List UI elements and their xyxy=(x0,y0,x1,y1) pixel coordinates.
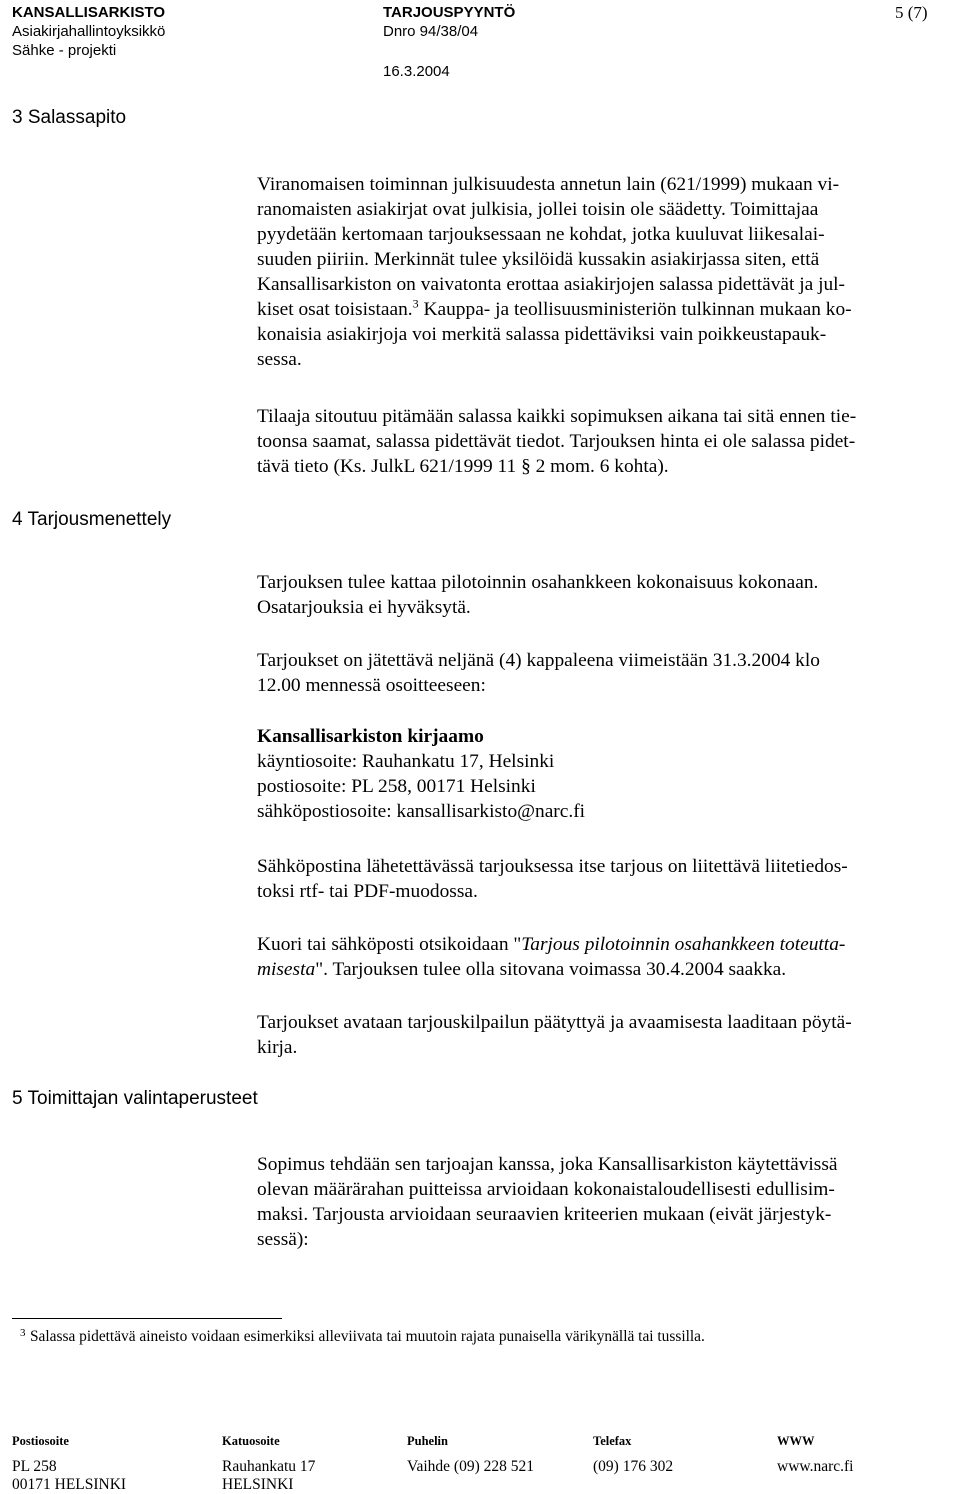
address-title: Kansallisarkiston kirjaamo xyxy=(257,726,484,747)
text-line: kirja. xyxy=(257,1037,298,1058)
text-line: Sopimus tehdään sen tarjoajan kanssa, joka Kansallisarkiston käytettävissä xyxy=(257,1154,838,1175)
text-line: Tarjoukset avataan tarjouskilpailun päätyttyä ja avaamisesta laaditaan pöytä- xyxy=(257,1012,852,1033)
footer-label-www: WWW xyxy=(777,1434,815,1448)
text-line: konaisia asiakirjoja voi merkitä salassa pidettäviksi vain poikkeustapauk- xyxy=(257,324,827,345)
paragraph-client-commitment xyxy=(257,404,957,479)
address-visit: käyntiosoite: Rauhankatu 17, Helsinki xyxy=(257,751,555,772)
text-line: Tilaaja sitoutuu pitämään salassa kaikki sopimuksen aikana tai sitä ennen tie- xyxy=(257,406,857,427)
footnote xyxy=(20,1327,705,1347)
text-fragment: Kauppa- ja teollisuusministeriön tulkinnan mukaan ko- xyxy=(418,299,852,320)
header-doc-type: TARJOUSPYYNTÖ xyxy=(383,4,516,21)
section-3-heading: 3 Salassapito xyxy=(12,107,127,128)
paragraph-scope xyxy=(257,570,957,620)
text-line: Tarjoukset on jätettävä neljänä (4) kappaleena viimeistään 31.3.2004 klo xyxy=(257,650,820,671)
footer-label-postal: Postiosoite xyxy=(12,1434,69,1448)
footer-label-street: Katuosoite xyxy=(222,1434,280,1448)
footer-postal-line1: PL 258 xyxy=(12,1458,57,1475)
address-email[interactable]: sähköpostiosoite: kansallisarkisto@narc.fi xyxy=(257,801,586,822)
address-block xyxy=(257,724,957,824)
footer-street-line2: HELSINKI xyxy=(222,1476,294,1493)
footer-postal-line2: 00171 HELSINKI xyxy=(12,1476,127,1493)
paragraph-selection-criteria xyxy=(257,1152,957,1252)
text-line: ranomaisten asiakirjat ovat julkisia, jollei toisin ole säädetty. Toimittajaa xyxy=(257,199,819,220)
text-line: 12.00 mennessä osoitteeseen: xyxy=(257,675,486,696)
text-line: Viranomaisen toiminnan julkisuudesta annetun lain (621/1999) mukaan vi- xyxy=(257,174,840,195)
address-postal: postiosoite: PL 258, 00171 Helsinki xyxy=(257,776,536,797)
footer-phone: Vaihde (09) 228 521 xyxy=(407,1458,534,1475)
section-4-heading: 4 Tarjousmenettely xyxy=(12,509,172,530)
text-line: olevan määrärahan puitteissa arvioidaan kokonaistaloudellisesti edullisim- xyxy=(257,1179,835,1200)
text-line: sessä): xyxy=(257,1229,309,1250)
italic-title-fragment: Tarjous pilotoinnin osahankkeen toteutta- xyxy=(521,934,846,955)
text-line: Tarjouksen tulee kattaa pilotoinnin osahankkeen kokonaisuus kokonaan. xyxy=(257,572,819,593)
header-date: 16.3.2004 xyxy=(383,63,450,80)
text-line: Sähköpostina lähetettävässä tarjouksessa itse tarjous on liitettävä liitetiedos- xyxy=(257,856,848,877)
header-page-number: 5 (7) xyxy=(895,3,928,22)
text-fragment: kiset osat toisistaan. xyxy=(257,299,413,320)
footer-street-line1: Rauhankatu 17 xyxy=(222,1458,316,1475)
text-line: toonsa saamat, salassa pidettävät tiedot. Tarjouksen hinta ei ole salassa pidet- xyxy=(257,431,856,452)
footer-www-link[interactable]: www.narc.fi xyxy=(777,1458,854,1475)
footnote-divider xyxy=(12,1318,282,1319)
footnote-number: 3 xyxy=(20,1327,26,1339)
text-line: pyydetään kertomaan tarjouksessaan ne kohdat, jotka kuuluvat liikesalai- xyxy=(257,224,825,245)
paragraph-opening xyxy=(257,1010,957,1060)
text-line: sessa. xyxy=(257,349,302,370)
footer-label-phone: Puhelin xyxy=(407,1434,448,1448)
section-5-heading: 5 Toimittajan valintaperusteet xyxy=(12,1088,258,1109)
text-fragment: Kuori tai sähköposti otsikoidaan " xyxy=(257,934,522,955)
text-line xyxy=(257,932,957,957)
paragraph-deadline xyxy=(257,648,957,698)
footer-fax: (09) 176 302 xyxy=(593,1458,674,1475)
footnote-reference: 3 xyxy=(412,296,419,311)
text-line: Osatarjouksia ei hyväksytä. xyxy=(257,597,471,618)
paragraph-confidentiality xyxy=(257,172,957,372)
text-line xyxy=(257,297,957,322)
text-line: tävä tieto (Ks. JulkL 621/1999 11 § 2 mom. 6 kohta). xyxy=(257,456,669,477)
text-line xyxy=(257,957,957,982)
text-line: Kansallisarkiston on vaivatonta erottaa asiakirjojen salassa pidettävät ja jul- xyxy=(257,274,845,295)
text-line: toksi rtf- tai PDF-muodossa. xyxy=(257,881,478,902)
text-line: maksi. Tarjousta arvioidaan seuraavien kriteerien mukaan (eivät järjestyk- xyxy=(257,1204,832,1225)
footer-label-fax: Telefax xyxy=(593,1434,632,1448)
footnote-text: Salassa pidettävä aineisto voidaan esimerkiksi alleviivata tai muutoin rajata punaisella värikynällä tai tussilla. xyxy=(30,1328,705,1345)
paragraph-envelope-title xyxy=(257,932,957,982)
header-project: Sähke - projekti xyxy=(12,42,117,59)
paragraph-email-format xyxy=(257,854,957,904)
header-ref: Dnro 94/38/04 xyxy=(383,23,479,40)
text-fragment: ". Tarjouksen tulee olla sitovana voimassa 30.4.2004 saakka. xyxy=(315,959,787,980)
italic-title-fragment: misesta xyxy=(257,959,316,980)
header-unit: Asiakirjahallintoyksikkö xyxy=(12,23,166,40)
text-line: suuden piiriin. Merkinnät tulee yksilöidä kussakin asiakirjassa siten, että xyxy=(257,249,820,270)
header-org: KANSALLISARKISTO xyxy=(12,4,166,21)
